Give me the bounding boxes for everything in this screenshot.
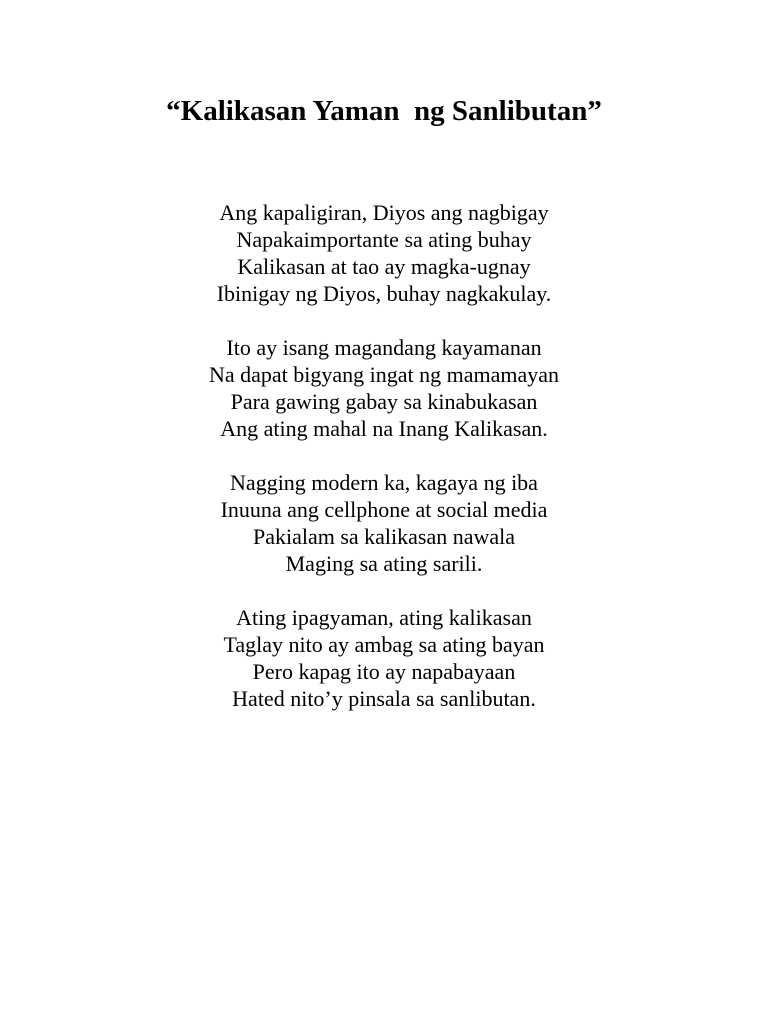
poem-line: Pakialam sa kalikasan nawala: [252, 524, 516, 549]
poem-line: Para gawing gabay sa kinabukasan: [230, 389, 538, 414]
poem-line: Ibinigay ng Diyos, buhay nagkakulay.: [216, 281, 552, 306]
stanza-4: [0, 604, 768, 712]
poem-line: Hated nito’y pinsala sa sanlibutan.: [232, 686, 536, 711]
poem-line: Nagging modern ka, kagaya ng iba: [230, 470, 538, 495]
poem-line: Na dapat bigyang ingat ng mamamayan: [208, 362, 560, 387]
poem-line: Taglay nito ay ambag sa ating bayan: [223, 632, 545, 657]
poem-line: Kalikasan at tao ay magka-ugnay: [237, 254, 531, 279]
stanza-3: [0, 469, 768, 577]
stanza-2: [0, 334, 768, 442]
poem-line: Inuuna ang cellphone at social media: [220, 497, 548, 522]
poem-body: [0, 199, 768, 739]
poem-line: Maging sa ating sarili.: [285, 551, 483, 576]
poem-line: Ito ay isang magandang kayamanan: [226, 335, 542, 360]
poem-line: Ating ipagyaman, ating kalikasan: [236, 605, 532, 630]
poem-line: Napakaimportante sa ating buhay: [236, 227, 532, 252]
poem-line: Ang kapaligiran, Diyos ang nagbigay: [219, 200, 549, 225]
stanza-1: [0, 199, 768, 307]
poem-line: Ang ating mahal na Inang Kalikasan.: [220, 416, 548, 441]
poem-title: “Kalikasan Yaman ng Sanlibutan”: [166, 95, 602, 127]
poem-line: Pero kapag ito ay napabayaan: [252, 659, 516, 684]
